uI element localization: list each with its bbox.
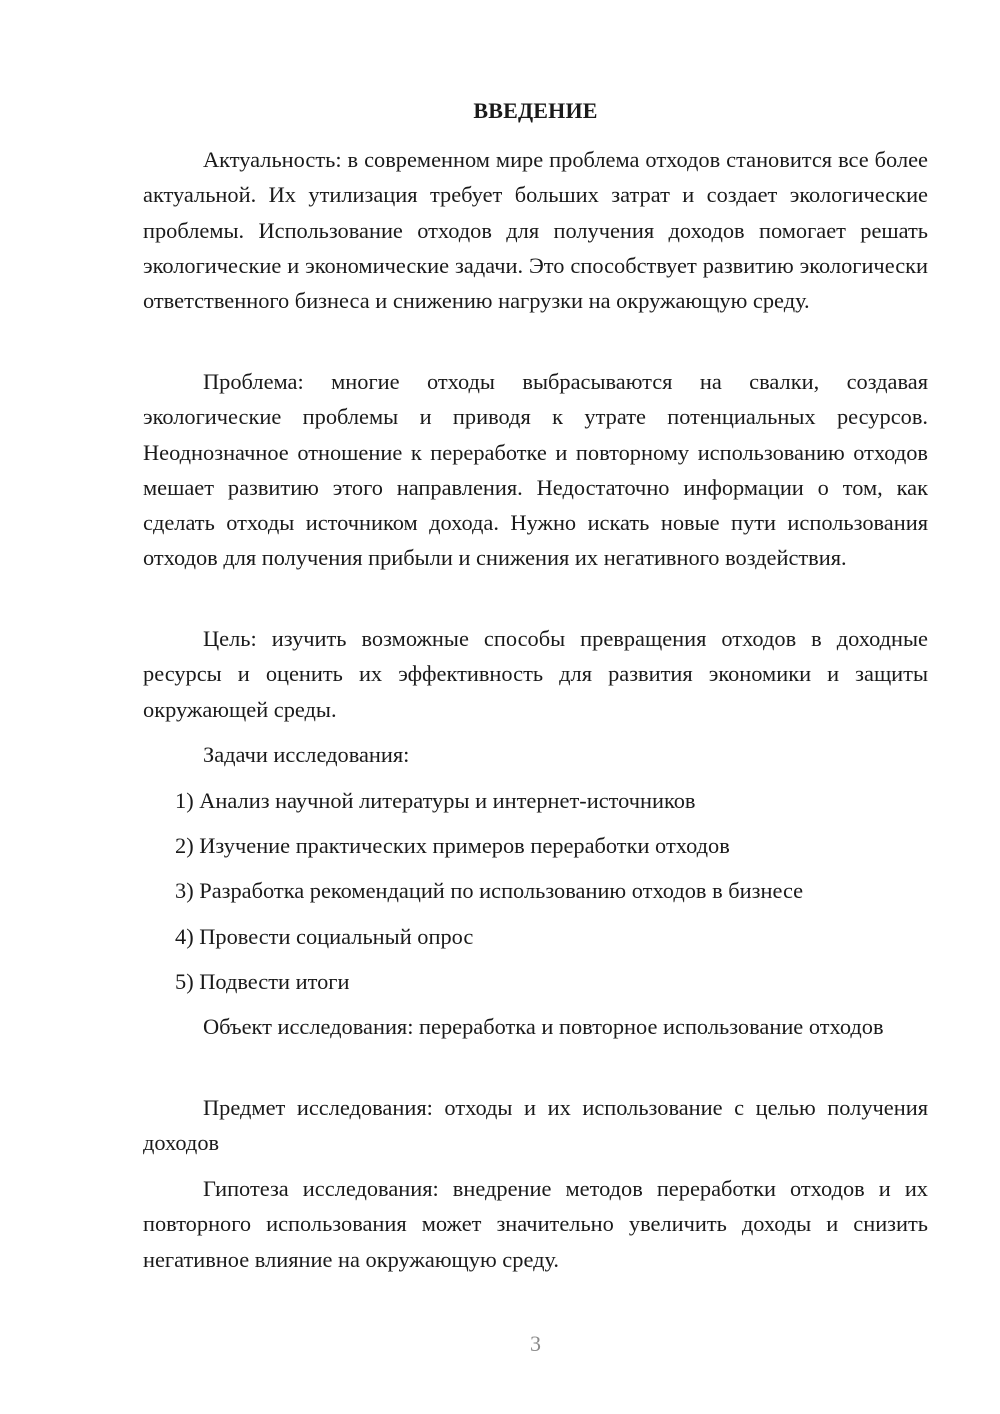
list-item: 5) Подвести итоги [175,969,350,994]
paragraph-relevance: Актуальность: в современном мире проблема отходов становится все более актуальной. Их утилизация требует больших затрат и создает экологические проблемы. Использование отходов для получения доходов помогает решать экологические и экономические задачи. Это способствует развитию экологически ответственного бизнеса и снижению нагрузки на окружающую среду. [143,147,928,314]
list-item: 1) Анализ научной литературы и интернет-источников [175,788,696,813]
paragraph-problem: Проблема: многие отходы выбрасываются на свалки, создавая экологические проблемы и приводя к утрате потенциальных ресурсов. Неоднозначное отношение к переработке и повторному использованию отходов мешает развитию этого направления. Недостаточно информации о том, как сделать отходы источником дохода. Нужно искать новые пути использования отходов для получения прибыли и снижения их негативного воздействия. [143,369,928,571]
paragraph-subject: Предмет исследования: отходы и их использование с целью получения доходов [143,1095,928,1156]
paragraph-object: Объект исследования: переработка и повторное использование отходов [203,1014,884,1039]
page-title: ВВЕДЕНИЕ [473,98,598,123]
list-item: 4) Провести социальный опрос [175,924,474,949]
paragraph-hypothesis: Гипотеза исследования: внедрение методов переработки отходов и их повторного использования может значительно увеличить доходы и снизить негативное влияние на окружающую среду. [143,1176,928,1272]
list-item: 2) Изучение практических примеров переработки отходов [175,833,730,858]
paragraph-goal: Цель: изучить возможные способы превращения отходов в доходные ресурсы и оценить их эффективность для развития экономики и защиты окружающей среды. [143,626,928,722]
tasks-label: Задачи исследования: [203,742,410,767]
list-item: 3) Разработка рекомендаций по использованию отходов в бизнесе [175,878,804,903]
page-number: 3 [530,1331,541,1356]
